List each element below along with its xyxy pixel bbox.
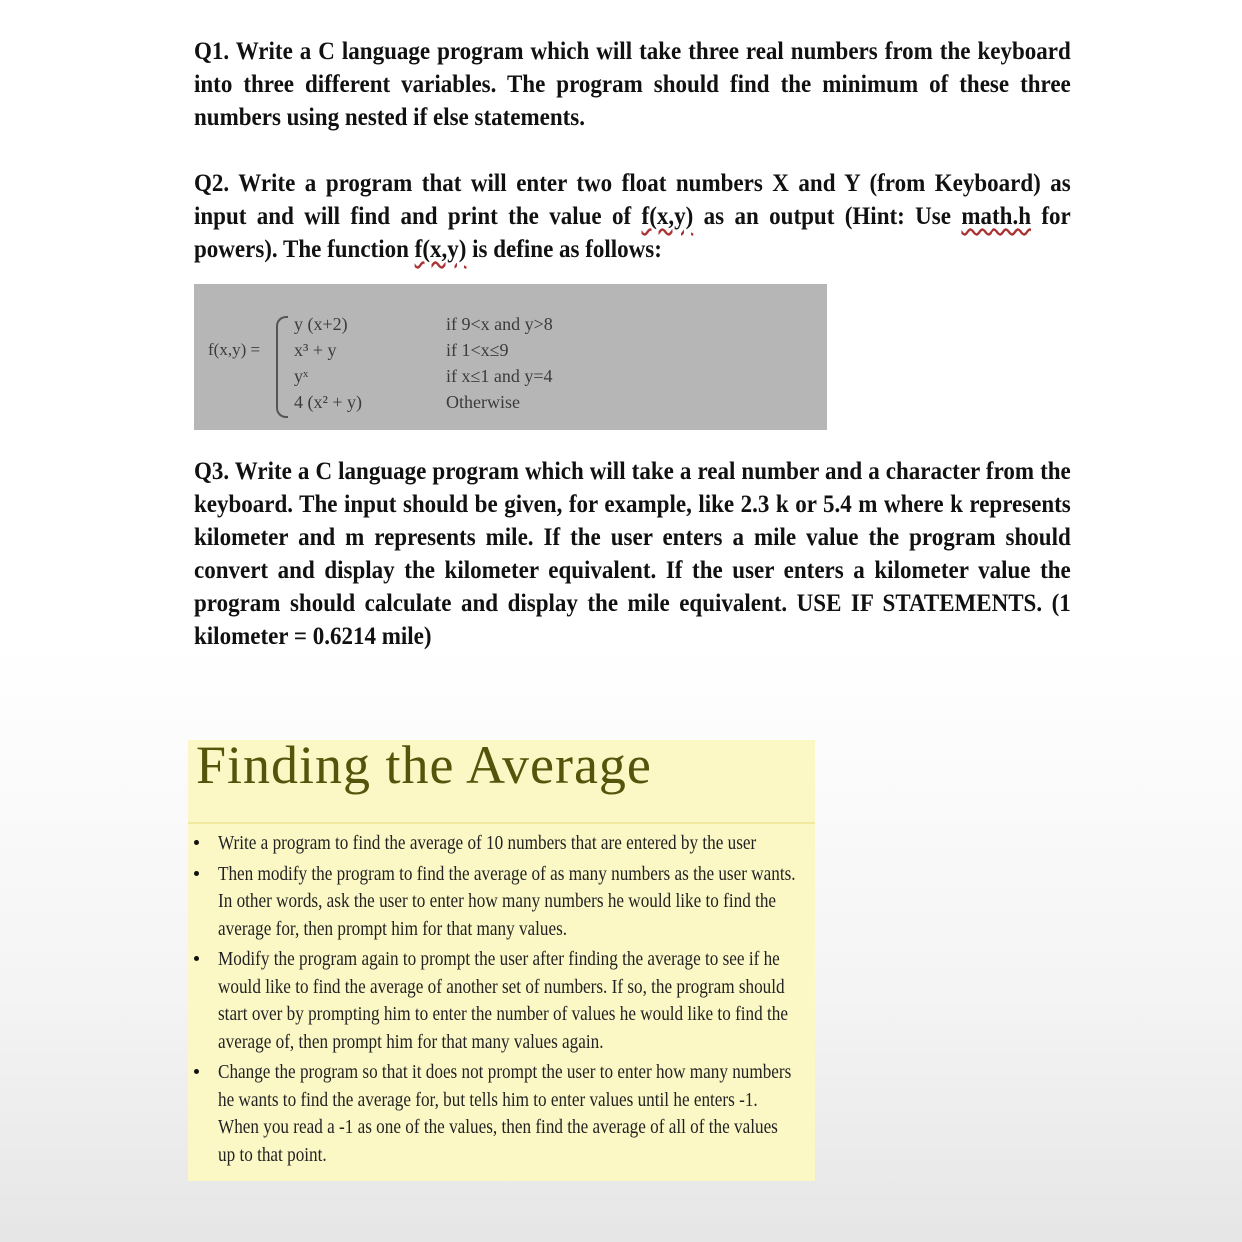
list-item — [188, 830, 808, 858]
piecewise-function-image — [194, 284, 827, 430]
case-condition: if 9<x and y>8 — [446, 314, 553, 334]
list-item — [188, 946, 808, 1056]
bullet-icon — [194, 1069, 199, 1074]
title-divider — [188, 822, 815, 824]
case-expression: y (x+2) — [294, 314, 348, 334]
case-expression: yˣ — [294, 366, 309, 386]
case-condition: Otherwise — [446, 392, 520, 412]
bullet-text: Modify the program again to prompt the user after finding the average to see if he would like to find the average of another set of numbers. If so, the program should start over by prompting him to enter the number of values he would like to find the average of, then prompt him for that many values again. — [218, 949, 788, 1053]
q2-fxy-2: f(x,y) — [414, 236, 467, 263]
bullet-text: Write a program to find the average of 10 numbers that are entered by the user — [218, 833, 757, 854]
q2-text-4: is define as follows: — [466, 236, 662, 263]
question-1: Q1. Write a C language program which will take three real numbers from the keyboard into three different variables. The program should find the minimum of these three numbers using nested if else statements. — [194, 38, 1071, 131]
bullet-list — [188, 830, 808, 1172]
list-item — [188, 1059, 808, 1169]
bullet-icon — [194, 840, 199, 845]
question-3: Q3. Write a C language program which will take a real number and a character from the keyboard. The input should be given, for example, like 2.3 k or 5.4 m where k represents kilometer and m represents mile. If the user enters a mile value the program should convert and display the kilometer equivalent. If the user enters a kilometer value the program should calculate and display the mile equivalent. USE IF STATEMENTS. (1 kilometer = 0.6214 mile) — [194, 458, 1071, 650]
case-condition: if x≤1 and y=4 — [446, 366, 553, 386]
q2-math-h: math.h — [961, 203, 1032, 230]
q2-fxy-1: f(x,y) — [641, 203, 694, 230]
bullet-text: Then modify the program to find the average of as many numbers as the user wants. In other words, ask the user to enter how many numbers he would like to find the average for, then prompt him for that many values. — [218, 863, 796, 940]
bullet-text: Change the program so that it does not prompt the user to enter how many numbers he wants to find the average for, but tells him to enter values until he enters -1. When you read a -1 as one of the values, then find the average of all of the values up to that point. — [218, 1062, 792, 1166]
case-expression: 4 (x² + y) — [294, 392, 363, 412]
q2-text-1: Q2. Write a program that will enter two float numbers X and Y (from Keyboard) as input and will find and print the value of — [194, 170, 1071, 230]
slide-title: Finding the Average — [196, 735, 652, 795]
case-expression: x³ + y — [294, 340, 337, 360]
finding-average-slide — [188, 735, 815, 1181]
question-2 — [194, 167, 1071, 266]
bullet-icon — [194, 956, 199, 961]
function-lhs: f(x,y) = — [208, 340, 261, 359]
q2-text-2: as an output (Hint: Use — [693, 203, 962, 230]
bullet-icon — [194, 871, 199, 876]
brace — [276, 316, 288, 418]
list-item — [188, 861, 808, 944]
q2-text-3: for powers). The function — [194, 203, 1071, 263]
case-condition: if 1<x≤9 — [446, 340, 509, 360]
